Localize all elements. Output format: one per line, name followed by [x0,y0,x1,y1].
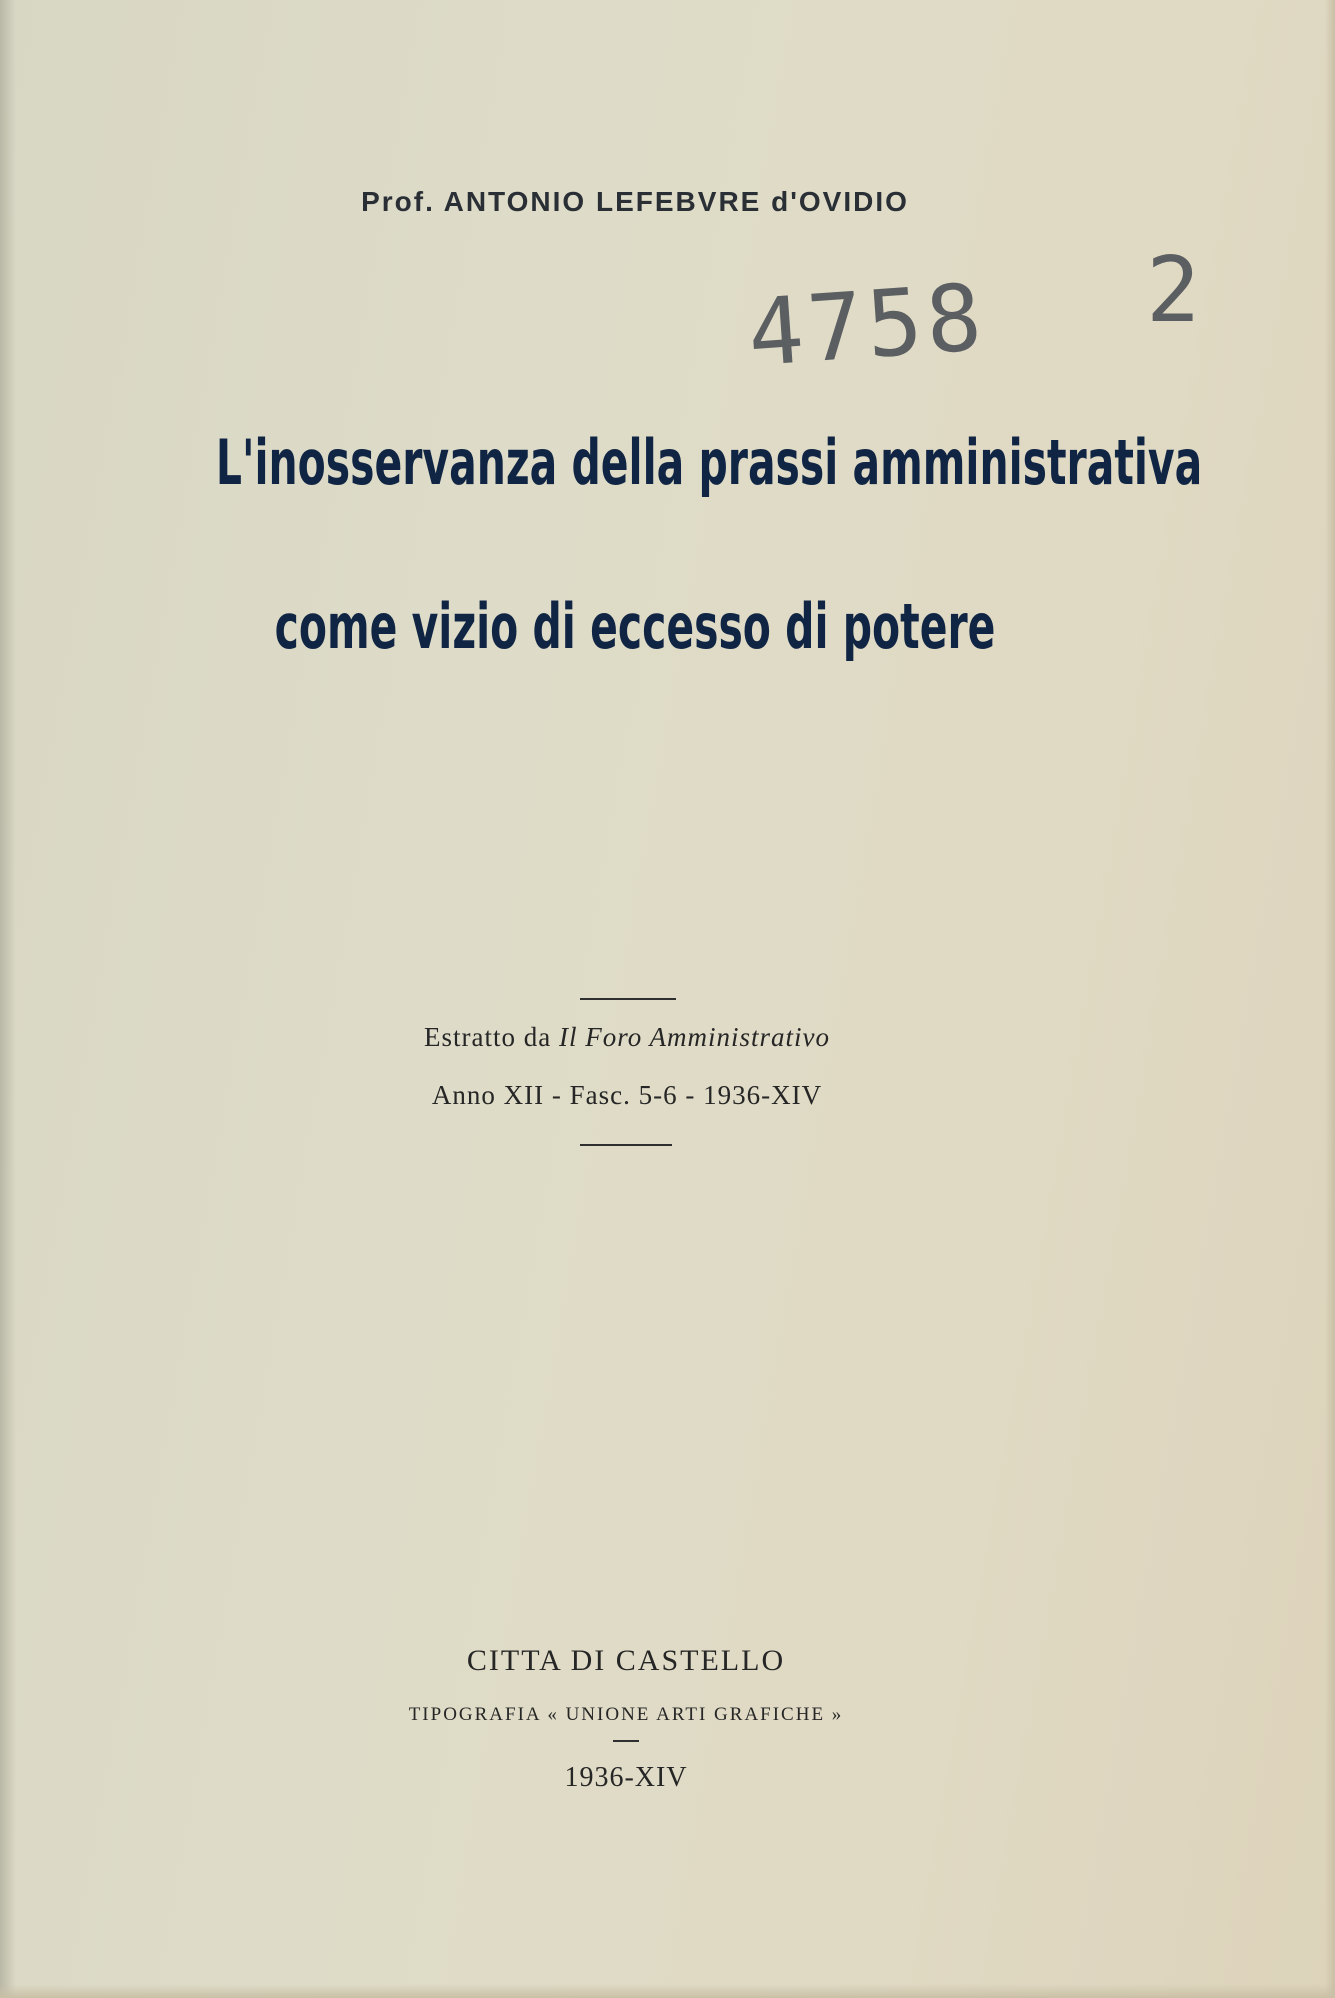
extract-issue: Anno XII - Fasc. 5-6 - 1936-XIV [431,1080,823,1110]
imprint-city: CITTA DI CASTELLO [466,1644,786,1677]
extract-prefix: Estratto da [424,1022,552,1052]
cover-left-edge [0,0,16,1998]
title-line-1: L'inosservanza della prassi amministrativa [215,426,1203,499]
catalog-stamp-number: 4758 [744,263,990,388]
author-name: Prof. ANTONIO LEFEBVRE d'OVIDIO [361,186,909,217]
imprint-press: TIPOGRAFIA « UNIONE ARTI GRAFICHE » [408,1704,844,1725]
cover-bottom-edge [0,1984,1335,1998]
extract-source [0,1022,1254,1053]
divider-top [580,998,676,1000]
title-line-2: come vizio di eccesso di potere [274,590,996,663]
journal-name: Il Foro Amministrativo [558,1022,830,1052]
cover-right-edge [1325,0,1335,1998]
catalog-stamp-volume: 2 [1146,238,1201,343]
divider-bottom [580,1144,672,1146]
imprint-year: 1936-XIV [564,1762,688,1793]
divider-small [613,1740,639,1742]
